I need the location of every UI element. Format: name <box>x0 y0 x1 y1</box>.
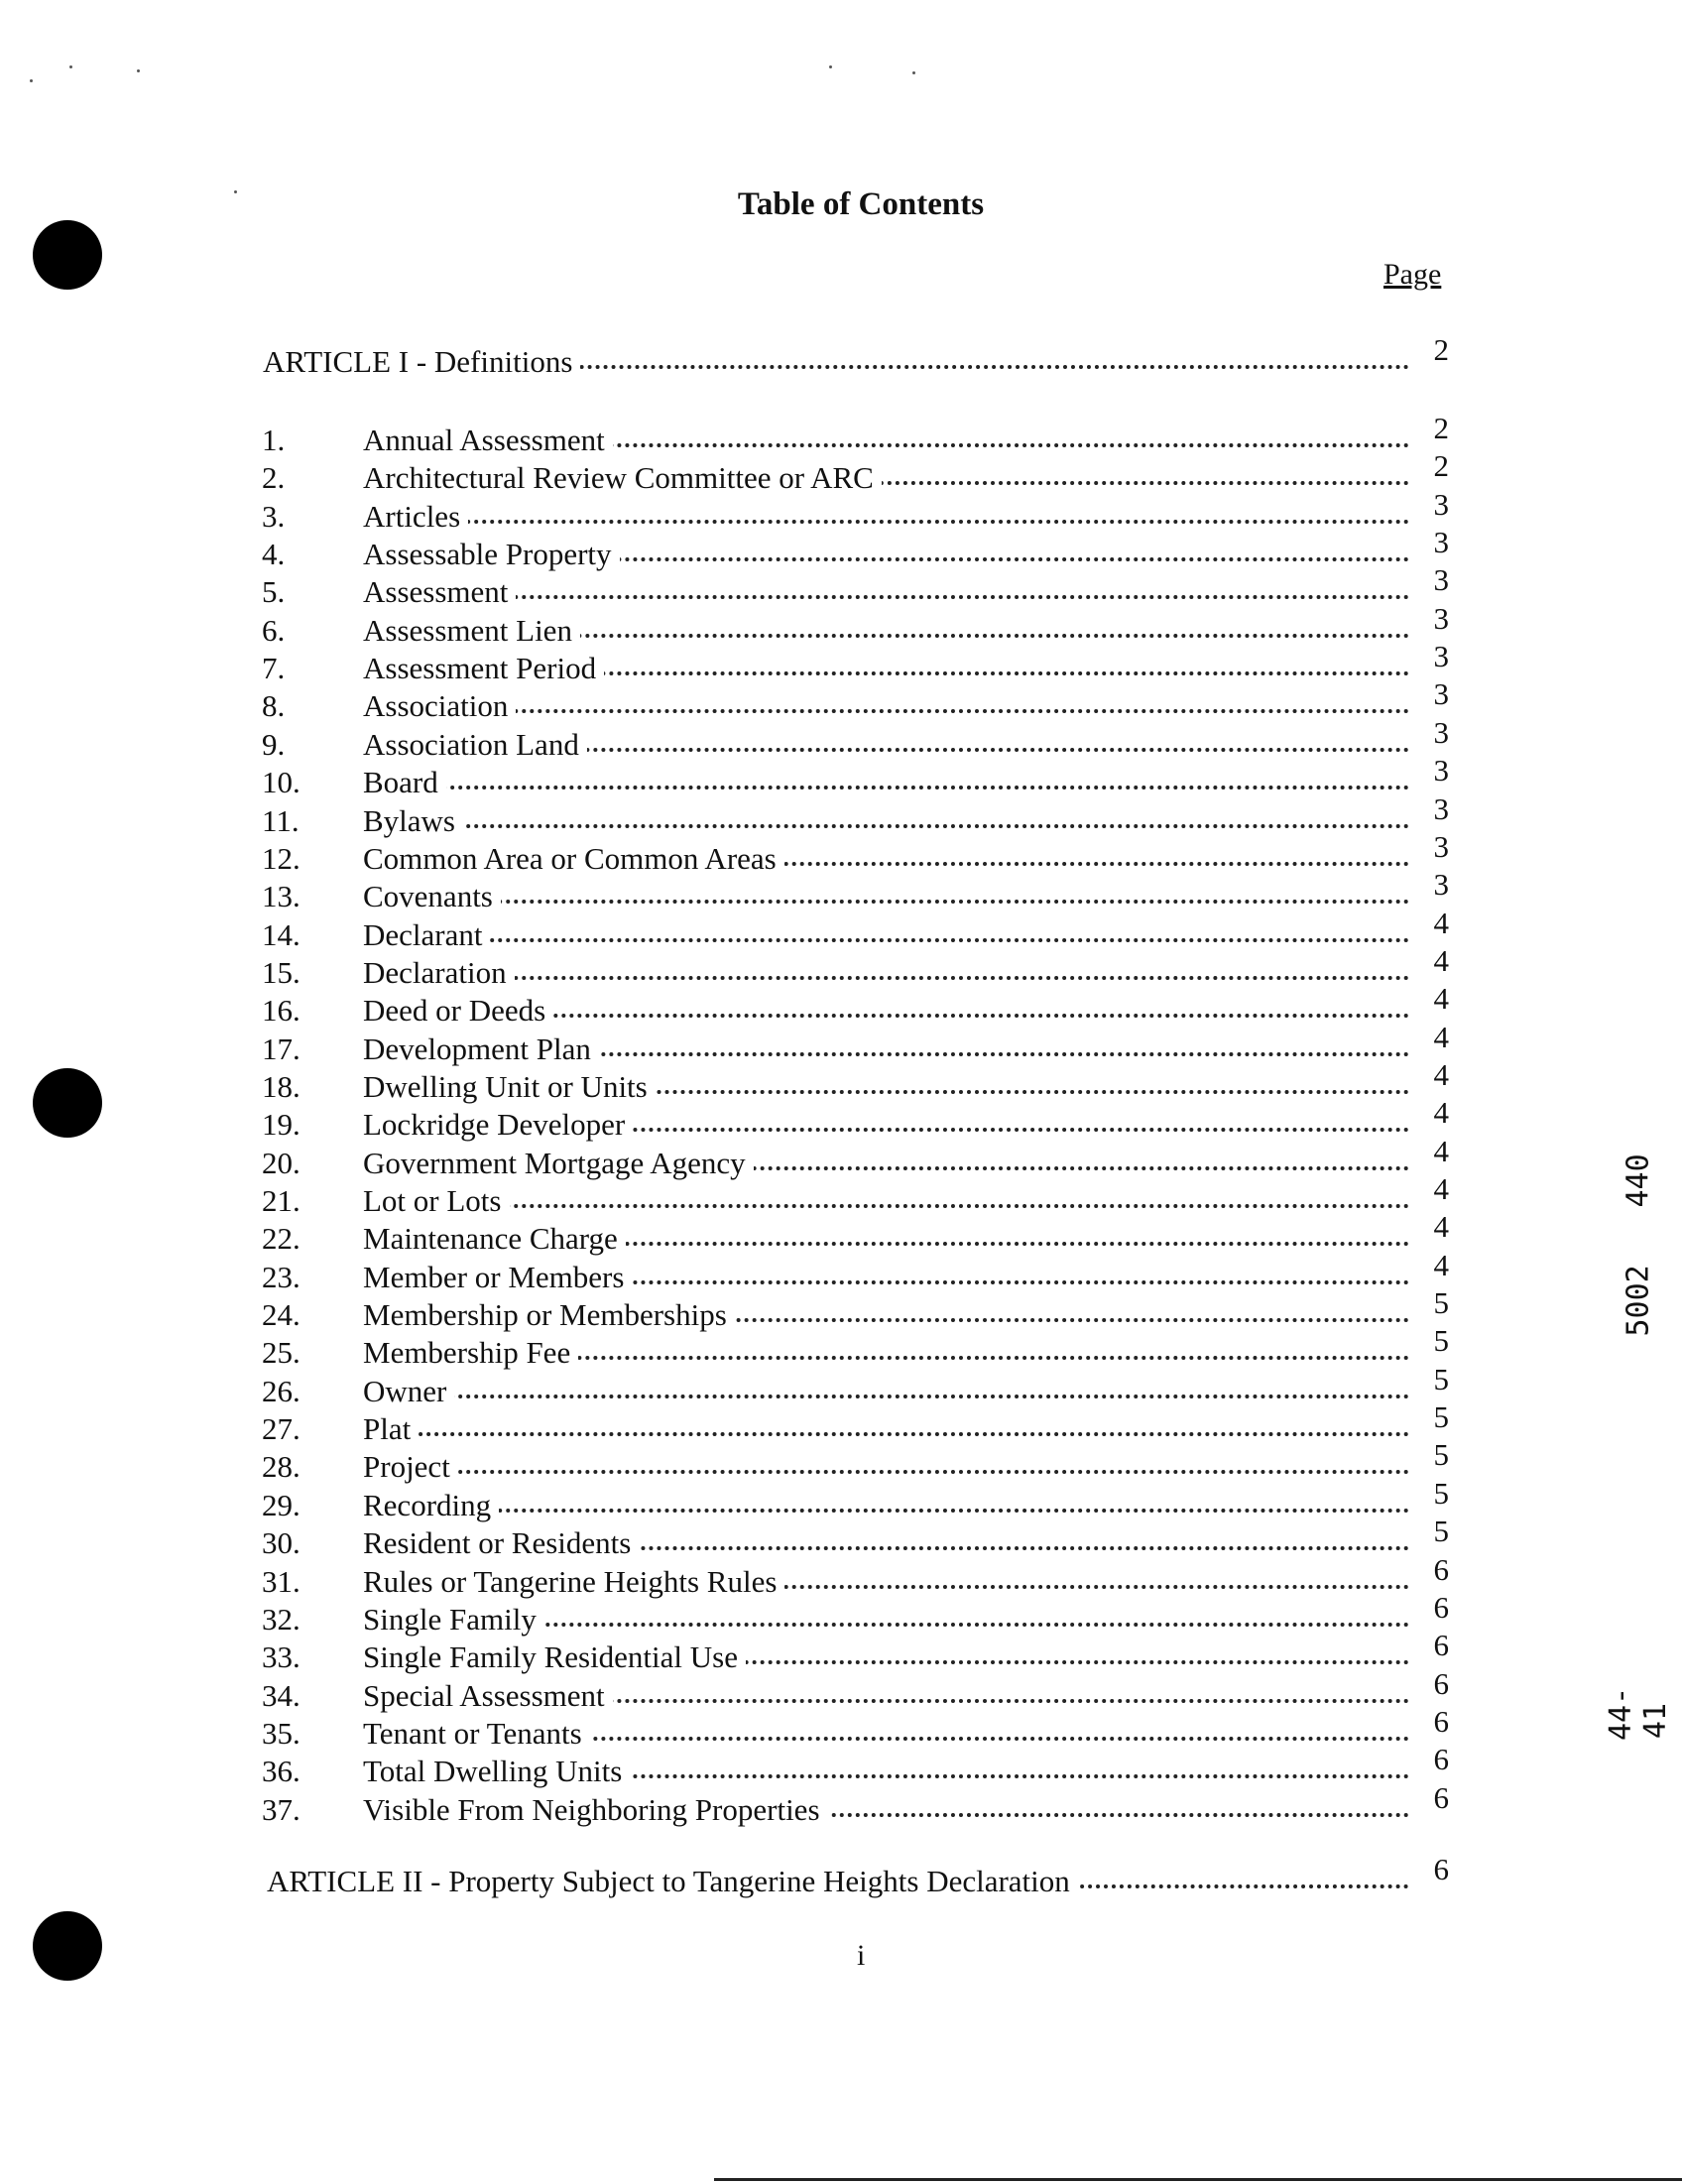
entry-label: Government Mortgage Agency <box>363 1145 754 1182</box>
entry-label: Single Family <box>363 1601 544 1638</box>
page-number: 6 <box>1433 1852 1449 1886</box>
page-number-footer: i <box>857 1939 866 1972</box>
dot-leader <box>363 976 1409 980</box>
dot-leader <box>363 1470 1409 1474</box>
page-number: 6 <box>1433 1742 1449 1776</box>
entry-number: 16. <box>262 993 300 1028</box>
entry-label: Maintenance Charge <box>363 1220 626 1258</box>
page-number: 6 <box>1433 1552 1449 1587</box>
entry-number: 3. <box>262 499 286 534</box>
entry-number: 8. <box>262 688 286 723</box>
entry-number: 35. <box>262 1716 300 1751</box>
entry-label: Architectural Review Committee or ARC <box>363 459 882 497</box>
dot-leader <box>363 1432 1409 1436</box>
dot-leader <box>363 1204 1409 1208</box>
entry-number: 36. <box>262 1754 300 1788</box>
entry-number: 5. <box>262 574 286 609</box>
punch-hole-top <box>33 220 102 290</box>
toc-entry-row <box>262 867 1449 915</box>
entry-label: Covenants <box>363 878 501 915</box>
page-number: 3 <box>1433 829 1449 864</box>
scan-speck <box>30 79 33 82</box>
margin-stamp-text: 5002 <box>1621 1265 1656 1337</box>
entry-label: Board <box>363 764 446 801</box>
toc-entry-row <box>262 1552 1449 1601</box>
dot-leader <box>363 824 1409 828</box>
entry-label: Assessment Period <box>363 650 604 687</box>
toc-entry-row <box>262 943 1449 992</box>
entry-number: 22. <box>262 1221 300 1256</box>
entry-label: Visible From Neighboring Properties <box>363 1791 828 1829</box>
toc-entry-row <box>262 981 1449 1030</box>
scan-edge-line <box>714 2178 1682 2181</box>
dot-leader <box>363 709 1409 713</box>
scan-speck <box>137 69 140 72</box>
punch-hole-bottom <box>33 1911 102 1981</box>
entry-label: Plat <box>363 1410 419 1448</box>
entry-number: 21. <box>262 1183 300 1218</box>
toc-entry-row <box>262 525 1449 573</box>
page-number: 5 <box>1433 1437 1449 1472</box>
page-number: 5 <box>1433 1285 1449 1320</box>
entry-label: Single Family Residential Use <box>363 1638 746 1676</box>
toc-entry-row <box>262 829 1449 878</box>
toc-entry-row <box>262 791 1449 840</box>
entry-number: 2. <box>262 460 286 495</box>
page-number: 5 <box>1433 1362 1449 1396</box>
entry-label: Total Dwelling Units <box>363 1753 630 1790</box>
dot-leader <box>363 786 1409 789</box>
margin-stamp <box>1604 1153 1673 1974</box>
toc-entry-row <box>262 1020 1449 1068</box>
toc-entry-row <box>262 1209 1449 1258</box>
toc-entry-row <box>262 753 1449 801</box>
page-number: 4 <box>1433 1209 1449 1244</box>
entry-number: 28. <box>262 1449 300 1484</box>
entry-number: 18. <box>262 1069 300 1104</box>
toc-article-row <box>267 1852 1449 1900</box>
article-label: ARTICLE II - Property Subject to Tangerine Heights Declaration <box>267 1863 1078 1900</box>
dot-leader <box>363 520 1409 524</box>
page-number: 6 <box>1433 1590 1449 1625</box>
entry-number: 24. <box>262 1297 300 1332</box>
toc-entry-row <box>262 1323 1449 1372</box>
scan-speck <box>829 65 832 68</box>
page-number: 3 <box>1433 525 1449 559</box>
page-number: 5 <box>1433 1476 1449 1511</box>
toc-entry-row <box>262 1057 1449 1106</box>
entry-label: Owner <box>363 1373 454 1410</box>
entry-label: Development Plan <box>363 1031 599 1068</box>
entry-label: Bylaws <box>363 802 463 840</box>
toc-entry-row <box>262 1362 1449 1410</box>
page-number: 3 <box>1433 639 1449 673</box>
toc-entry-row <box>262 1437 1449 1486</box>
page-number: 4 <box>1433 1020 1449 1054</box>
toc-entry-row <box>262 1095 1449 1144</box>
toc-entry-row <box>262 906 1449 954</box>
entry-label: Association Land <box>363 726 587 764</box>
dot-leader <box>363 900 1409 904</box>
entry-number: 4. <box>262 537 286 571</box>
entry-number: 37. <box>262 1792 300 1827</box>
page-number: 4 <box>1433 1057 1449 1092</box>
page-number: 3 <box>1433 753 1449 788</box>
page-number: 2 <box>1433 332 1449 367</box>
margin-stamp-text: 440 <box>1621 1153 1656 1208</box>
page-number: 4 <box>1433 906 1449 940</box>
toc-entry-row <box>262 676 1449 725</box>
page-column-header: Page <box>1383 258 1442 291</box>
page-number: 4 <box>1433 943 1449 978</box>
page-number: 2 <box>1433 448 1449 483</box>
entry-number: 23. <box>262 1260 300 1294</box>
page-number: 6 <box>1433 1780 1449 1815</box>
toc-entry-row <box>262 1171 1449 1220</box>
toc-entry-row <box>262 1590 1449 1638</box>
dot-leader <box>363 1509 1409 1513</box>
entry-label: Tenant or Tenants <box>363 1715 590 1753</box>
toc-entry-row <box>262 1476 1449 1524</box>
toc-entry-row <box>262 1666 1449 1715</box>
page-number: 4 <box>1433 1171 1449 1206</box>
toc-entry-row <box>262 562 1449 611</box>
page-number: 3 <box>1433 715 1449 750</box>
margin-stamp-text: 44-41 <box>1604 1686 1673 1741</box>
dot-leader <box>363 1395 1409 1398</box>
entry-number: 10. <box>262 765 300 799</box>
entry-number: 11. <box>262 803 300 838</box>
page-number: 3 <box>1433 676 1449 711</box>
entry-number: 12. <box>262 841 300 876</box>
toc-entry-row <box>262 1134 1449 1182</box>
entry-label: Recording <box>363 1487 499 1524</box>
toc-entry-row <box>262 715 1449 764</box>
entry-number: 7. <box>262 651 286 685</box>
entry-label: Member or Members <box>363 1259 632 1296</box>
entry-number: 9. <box>262 727 286 762</box>
entry-number: 6. <box>262 613 286 648</box>
entry-label: Assessment Lien <box>363 612 580 650</box>
page-number: 4 <box>1433 1248 1449 1282</box>
entry-label: Association <box>363 687 516 725</box>
entry-number: 20. <box>262 1146 300 1180</box>
entry-number: 27. <box>262 1411 300 1446</box>
entry-number: 26. <box>262 1374 300 1408</box>
entry-number: 25. <box>262 1335 300 1370</box>
page-number: 4 <box>1433 1134 1449 1168</box>
dot-leader <box>363 938 1409 942</box>
entry-label: Project <box>363 1448 458 1486</box>
toc-entry-row <box>262 1742 1449 1790</box>
entry-number: 14. <box>262 917 300 952</box>
entry-number: 29. <box>262 1488 300 1522</box>
toc-entry-row <box>262 1780 1449 1829</box>
page-number: 3 <box>1433 487 1449 522</box>
page-number: 3 <box>1433 791 1449 826</box>
page-number: 5 <box>1433 1514 1449 1548</box>
entry-number: 15. <box>262 955 300 990</box>
page-number: 2 <box>1433 411 1449 445</box>
scan-speck <box>912 71 915 74</box>
entry-label: Annual Assessment <box>363 422 613 459</box>
scan-speck <box>69 65 72 68</box>
article-label: ARTICLE I - Definitions <box>263 343 580 381</box>
toc-entry-row <box>262 639 1449 687</box>
entry-number: 19. <box>262 1107 300 1142</box>
entry-label: Special Assessment <box>363 1677 613 1715</box>
entry-label: Deed or Deeds <box>363 992 553 1030</box>
punch-hole-middle <box>33 1068 102 1138</box>
entry-label: Resident or Residents <box>363 1524 639 1562</box>
toc-article-row <box>263 332 1449 381</box>
entry-number: 1. <box>262 423 286 457</box>
entry-label: Dwelling Unit or Units <box>363 1068 656 1106</box>
toc-entry-row <box>262 601 1449 650</box>
entry-label: Declarant <box>363 916 490 954</box>
dot-leader <box>363 595 1409 599</box>
page-number: 6 <box>1433 1628 1449 1662</box>
page-number: 6 <box>1433 1666 1449 1701</box>
entry-number: 17. <box>262 1031 300 1066</box>
page-title: Table of Contents <box>737 186 985 222</box>
page-number: 6 <box>1433 1704 1449 1739</box>
entry-label: Lockridge Developer <box>363 1106 633 1144</box>
toc-entry-row <box>262 1399 1449 1448</box>
entry-label: Declaration <box>363 954 515 992</box>
toc-entry-row <box>262 1248 1449 1296</box>
toc-entry-row <box>262 1628 1449 1676</box>
entry-label: Assessment <box>363 573 516 611</box>
entry-label: Lot or Lots <box>363 1182 510 1220</box>
toc-entry-row <box>262 487 1449 536</box>
entry-number: 34. <box>262 1678 300 1713</box>
toc-entry-row <box>262 448 1449 497</box>
page-number: 3 <box>1433 562 1449 597</box>
page-number: 5 <box>1433 1323 1449 1358</box>
entry-number: 31. <box>262 1564 300 1599</box>
entry-label: Articles <box>363 498 468 536</box>
entry-label: Rules or Tangerine Heights Rules <box>363 1563 784 1601</box>
toc-entry-row <box>262 1514 1449 1562</box>
page-number: 4 <box>1433 981 1449 1016</box>
entry-number: 30. <box>262 1525 300 1560</box>
page-number: 4 <box>1433 1095 1449 1130</box>
toc-entry-row <box>262 1285 1449 1334</box>
entry-label: Membership Fee <box>363 1334 578 1372</box>
page-number: 3 <box>1433 601 1449 636</box>
entry-label: Common Area or Common Areas <box>363 840 784 878</box>
entry-label: Membership or Memberships <box>363 1296 735 1334</box>
page-number: 5 <box>1433 1399 1449 1434</box>
entry-number: 32. <box>262 1602 300 1637</box>
entry-number: 33. <box>262 1639 300 1674</box>
page-number: 3 <box>1433 867 1449 902</box>
entry-label: Assessable Property <box>363 536 620 573</box>
toc-entry-row <box>262 1704 1449 1753</box>
entry-number: 13. <box>262 879 300 913</box>
toc-entry-row <box>262 411 1449 459</box>
